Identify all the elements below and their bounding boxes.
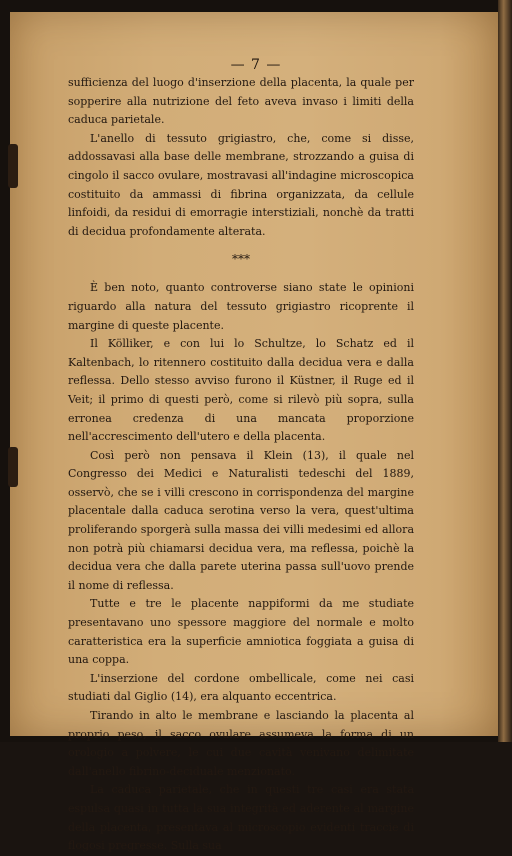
paragraph: La caduca parietale, che in questi tre casi era stata espulsa quasi in tutta la sua integrità ed aderente al margine della placenta, presentava al microscopio evidenti traccie di flogosi pregresse. Sulla sua	[68, 783, 414, 853]
paragraph: sufficienza del luogo d'inserzione della placenta, la quale per sopperire alla nutrizione del feto aveva invaso i limiti della caduca parietale.	[68, 76, 414, 127]
paragraph: L'anello di tessuto grigiastro, che, come si disse, addossavasi alla base delle membrane, strozzando a guisa di cingolo il sacco ovulare, mostravasi all'indagine microscopica costituito da ammassi di fibrina organizzata, da cellule linfoidi, da residui di emorragie interstiziali, nonchè da tratti di decidua profondamente alterata.	[68, 131, 414, 238]
asterism-glyph: ***	[232, 252, 250, 267]
section-asterism	[68, 249, 414, 269]
paragraph: È ben noto, quanto controverse siano state le opinioni riguardo alla natura del tessuto grigiastro ricoprente il margine di queste placente.	[68, 281, 414, 332]
paragraph: L'inserzione del cordone ombellicale, come nei casi studiati dal Giglio (14), era alquanto eccentrica.	[68, 671, 414, 704]
page-edge-strip	[498, 0, 512, 742]
body-text	[68, 74, 414, 856]
paragraph: Così però non pensava il Klein (13), il quale nel Congresso dei Medici e Naturalisti tedeschi del 1889, osservò, che se i villi crescono in corrispondenza del margine placentale dalla caduca serotina verso la vera, quest'ultima proliferando sporgerà sulla massa dei villi medesimi ed allora non potrà più chiamarsi decidua vera, ma reflessa, poichè la decidua vera che dalla parete uterina passa sull'uovo prende il nome di reflessa.	[68, 448, 414, 592]
binding-stitch-mark	[8, 447, 18, 487]
binding-stitch-mark	[8, 144, 18, 188]
paragraph: Il Kölliker, e con lui lo Schultze, lo Schatz ed il Kaltenbach, lo ritennero costituito dalla decidua vera e dalla reflessa. Dello stesso avviso furono il Küstner, il Ruge ed il Veit; il primo di questi però, come si rilevò più sopra, sulla erronea credenza di una mancata proporzione nell'accrescimento dell'utero e della placenta.	[68, 337, 414, 444]
page-number: — 7 —	[230, 57, 282, 73]
paragraph: Tirando in alto le membrane e lasciando la placenta al proprio peso, il sacco ovulare assumeva la forma di un orologio a polvere, le cui due cavità venivano delimitate dall'anello fibrino-deciduale menzionato.	[68, 709, 414, 778]
paragraph: Tutte e tre le placente nappiformi da me studiate presentavano uno spessore maggiore del normale e molto caratteristica era la superficie amniotica foggiata a guisa di una coppa.	[68, 597, 414, 667]
